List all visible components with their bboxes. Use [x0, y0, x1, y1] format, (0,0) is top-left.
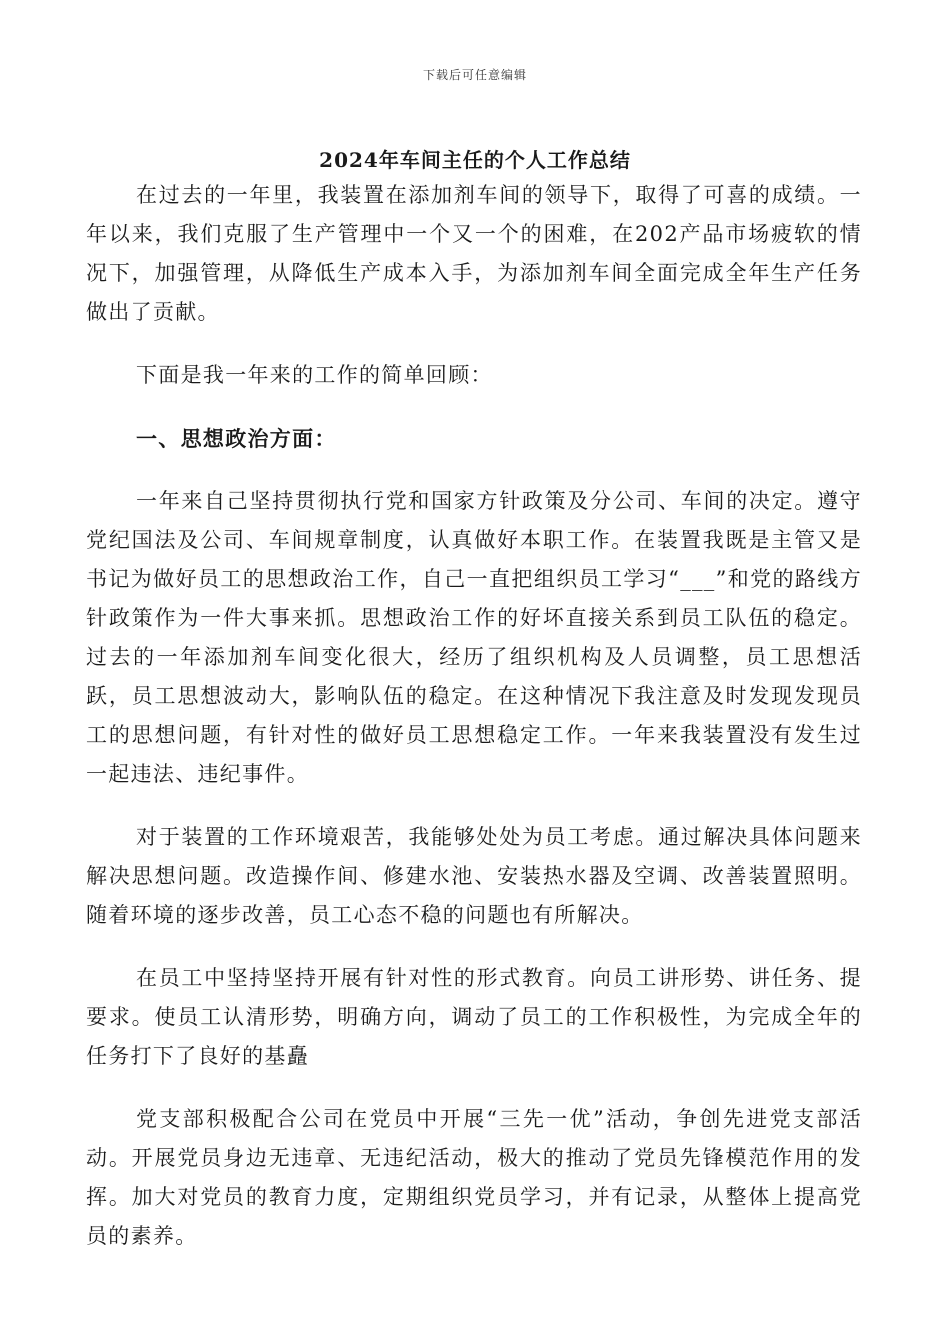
- section-heading-ideology: 一、思想政治方面：: [136, 426, 337, 451]
- paragraph-policy: 一年来自己坚持贯彻执行党和国家方针政策及分公司、车间的决定。遵守党纪国法及公司、车间规章制度，认真做好本职工作。在装置我既是主管又是书记为做好员工的思想政治工作，自己一直把组织员工学习“___”和党的路线方针政策作为一件大事来抓。思想政治工作的好坏直接关系到员工队伍的稳定。过去的一年添加剂车间变化很大，经历了组织机构及人员调整，员工思想活跃，员工思想波动大，影响队伍的稳定。在这种情况下我注意及时发现发现员工的思想问题，有针对性的做好员工思想稳定工作。一年来我装置没有发生过一起违法、违纪事件。: [86, 489, 862, 786]
- paragraph-review-lead: 下面是我一年来的工作的简单回顾：: [136, 363, 493, 387]
- paragraph-environment: 对于装置的工作环境艰苦，我能够处处为员工考虑。通过解决具体问题来解决思想问题。改造操作间、修建水池、安装热水器及空调、改善装置照明。随着环境的逐步改善，员工心态不稳的问题也有所解决。: [86, 825, 862, 927]
- header-note: 下载后可任意编辑: [422, 68, 527, 82]
- paragraph-party-branch: 党支部积极配合公司在党员中开展“三先一优”活动，争创先进党支部活动。开展党员身边无违章、无违纪活动，极大的推动了党员先锋模范作用的发挥。加大对党员的教育力度，定期组织党员学习，并有记录，从整体上提高党员的素养。: [86, 1107, 862, 1248]
- document-body: [86, 176, 862, 1280]
- paragraph-intro: 在过去的一年里，我装置在添加剂车间的领导下，取得了可喜的成绩。一年以来，我们克服了生产管理中一个又一个的困难，在202产品市场疲软的情况下，加强管理，从降低生产成本入手，为添加剂车间全面完成全年生产任务做出了贡献。: [86, 183, 862, 324]
- document-title: 2024年车间主任的个人工作总结: [319, 148, 631, 172]
- paragraph-education: 在员工中坚持坚持开展有针对性的形式教育。向员工讲形势、讲任务、提要求。使员工认清形势，明确方向，调动了员工的工作积极性，为完成全年的任务打下了良好的基矗: [86, 966, 862, 1068]
